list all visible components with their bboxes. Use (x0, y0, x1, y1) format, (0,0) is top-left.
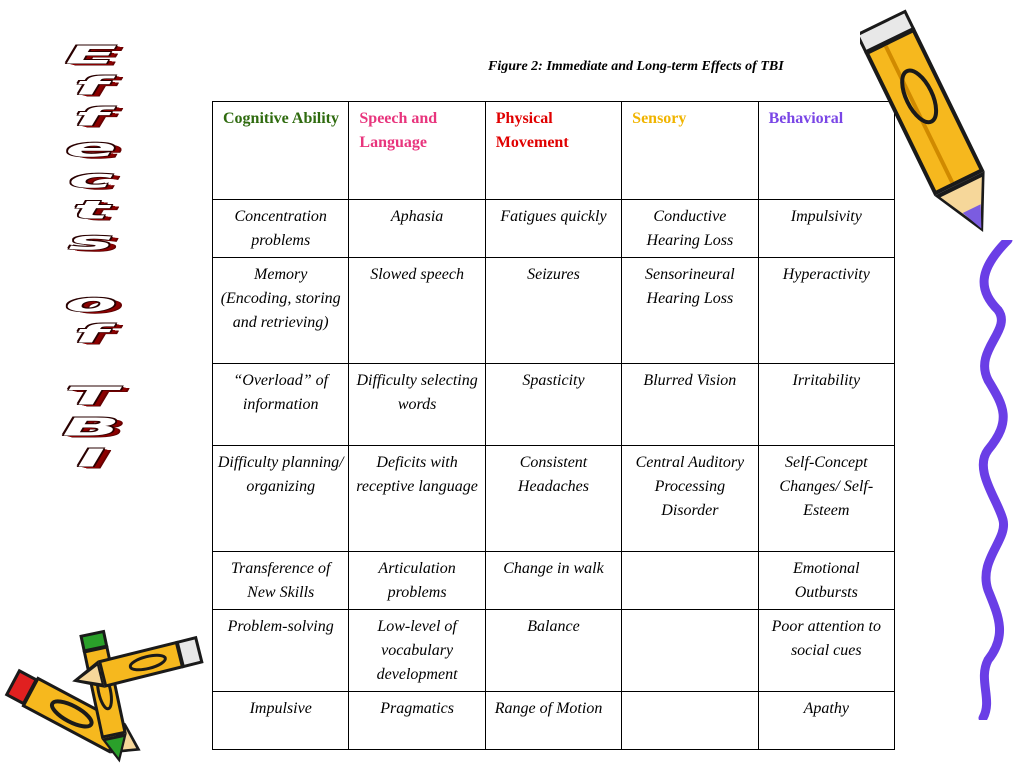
header-sensory: Sensory (622, 102, 758, 200)
table-cell: “Overload” of information (213, 364, 349, 446)
table-cell: Difficulty selecting words (349, 364, 485, 446)
table-cell: Problem-solving (213, 610, 349, 692)
header-behavioral: Behavioral (758, 102, 894, 200)
table-cell: Articulation problems (349, 552, 485, 610)
table-cell: Pragmatics (349, 692, 485, 750)
table-cell: Sensorineural Hearing Loss (622, 258, 758, 364)
side-title-letter: f (74, 71, 110, 101)
side-title-letter: f (74, 319, 110, 349)
side-title-space (16, 263, 168, 282)
table-row (213, 258, 895, 364)
squiggle-decoration (968, 240, 1018, 720)
table-cell: Apathy (758, 692, 894, 750)
table-cell: Memory (Encoding, storing and retrieving) (213, 258, 349, 364)
table-cell: Slowed speech (349, 258, 485, 364)
table-row (213, 610, 895, 692)
table-cell: Consistent Headaches (485, 446, 621, 552)
table-cell: Self-Concept Changes/ Self-Esteem (758, 446, 894, 552)
table-cell (622, 692, 758, 750)
side-title-letter: f (74, 102, 110, 132)
header-cognitive: Cognitive Ability (213, 102, 349, 200)
table-cell: Aphasia (349, 200, 485, 258)
table-cell: Seizures (485, 258, 621, 364)
figure-caption: Figure 2: Immediate and Long-term Effects of TBI (488, 59, 784, 74)
side-title-letter: o (64, 288, 120, 318)
side-title (52, 40, 132, 474)
table-cell: Conductive Hearing Loss (622, 200, 758, 258)
table-cell (622, 610, 758, 692)
crossed-pencils-icon (0, 618, 205, 766)
table-cell: Poor attention to social cues (758, 610, 894, 692)
table-header-row (213, 102, 895, 200)
pencil-icon (860, 2, 1010, 247)
side-title-letter: c (68, 164, 116, 194)
header-physical: Physical Movement (485, 102, 621, 200)
table-cell: Blurred Vision (622, 364, 758, 446)
table-row (213, 446, 895, 552)
table-row (213, 200, 895, 258)
table-cell: Impulsivity (758, 200, 894, 258)
table-cell (622, 552, 758, 610)
table-cell: Concentration problems (213, 200, 349, 258)
table-cell: Spasticity (485, 364, 621, 446)
table-cell: Fatigues quickly (485, 200, 621, 258)
side-title-letter: T (65, 381, 119, 411)
table-cell: Low-level of vocabulary development (349, 610, 485, 692)
table-cell: Balance (485, 610, 621, 692)
side-title-letter: t (72, 195, 112, 225)
side-title-letter: E (65, 40, 119, 70)
side-title-letter: B (62, 412, 122, 442)
side-title-letter: e (65, 133, 119, 163)
table-cell: Emotional Outbursts (758, 552, 894, 610)
table-cell: Central Auditory Processing Disorder (622, 446, 758, 552)
table-cell: Change in walk (485, 552, 621, 610)
side-title-letter: I (76, 443, 108, 473)
table-cell: Hyperactivity (758, 258, 894, 364)
header-speech: Speech and Language (349, 102, 485, 200)
side-title-letter: s (68, 226, 116, 256)
table-row (213, 364, 895, 446)
table-cell: Irritability (758, 364, 894, 446)
table-cell: Difficulty planning/ organizing (213, 446, 349, 552)
table-cell: Impulsive (213, 692, 349, 750)
table-row (213, 692, 895, 750)
table-cell: Range of Motion (485, 692, 621, 750)
table-cell: Deficits with receptive language (349, 446, 485, 552)
table-row (213, 552, 895, 610)
table-cell: Transference of New Skills (213, 552, 349, 610)
effects-table (212, 101, 895, 750)
side-title-space (16, 356, 168, 375)
